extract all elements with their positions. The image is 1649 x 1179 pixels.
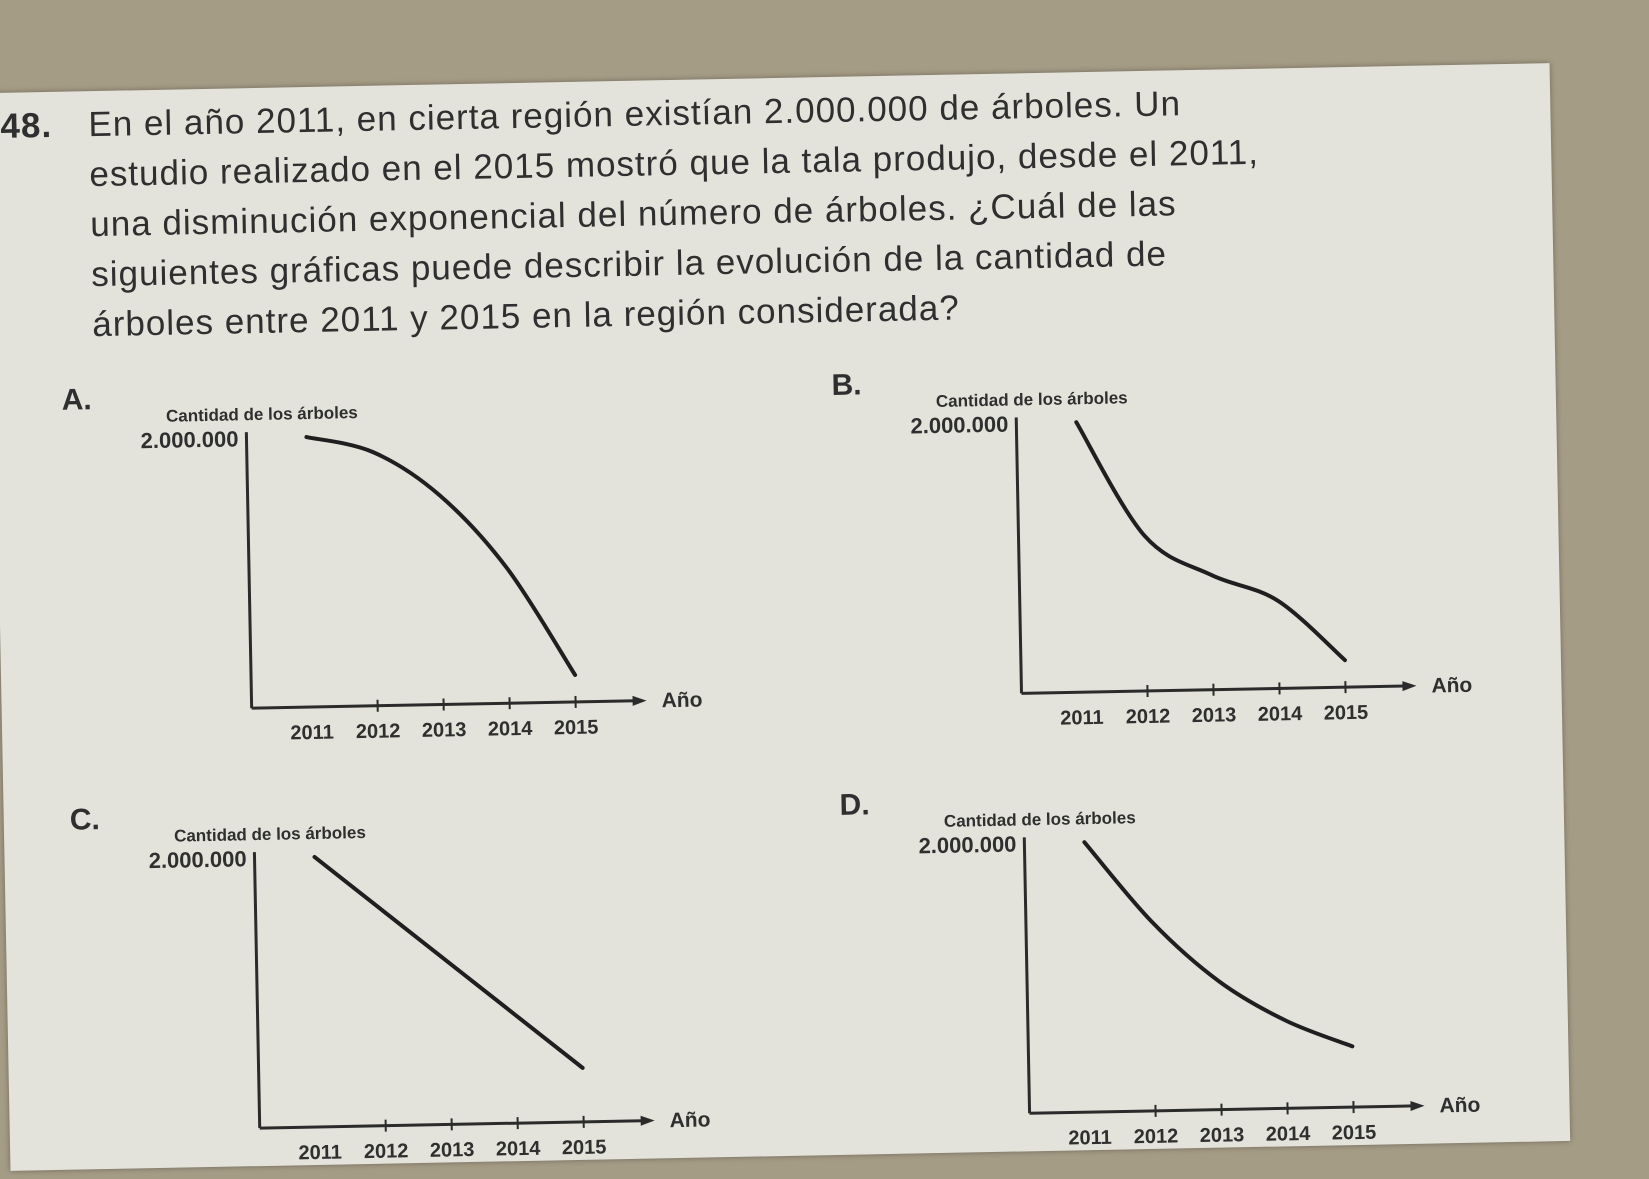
year-label-b-2012: 2012 xyxy=(1125,705,1171,729)
year-label-a-2012: 2012 xyxy=(355,720,401,744)
year-label-d-2013: 2013 xyxy=(1199,1124,1245,1148)
question-line-1: En el año 2011, en cierta región existían 2.000.000 de árboles. Un xyxy=(88,84,1182,145)
year-label-c-2015: 2015 xyxy=(561,1136,607,1160)
y-axis-c xyxy=(254,852,259,1128)
year-label-b-2014: 2014 xyxy=(1257,702,1303,726)
option-letter-b: B. xyxy=(831,368,862,402)
option-d[interactable] xyxy=(823,763,1570,1157)
x-axis-arrow-c xyxy=(641,1116,655,1126)
max-label-c: 2.000.000 xyxy=(148,846,247,874)
year-label-a-2014: 2014 xyxy=(487,717,533,741)
max-label-b: 2.000.000 xyxy=(910,411,1009,439)
y-axis-title-a: Cantidad de los árboles xyxy=(165,403,358,426)
x-axis-arrow-b xyxy=(1402,681,1416,691)
year-label-d-2015: 2015 xyxy=(1331,1121,1377,1145)
graph-d xyxy=(823,763,1570,1157)
option-letter-c: C. xyxy=(69,803,101,837)
x-axis-label-d: Año xyxy=(1439,1093,1481,1118)
question-number: 48. xyxy=(0,105,53,146)
option-b[interactable] xyxy=(815,343,1562,737)
x-axis-label-b: Año xyxy=(1431,673,1473,698)
y-axis-a xyxy=(246,432,251,708)
year-label-d-2012: 2012 xyxy=(1133,1125,1179,1149)
year-label-b-2013: 2013 xyxy=(1191,704,1237,728)
x-axis-label-c: Año xyxy=(669,1108,711,1133)
year-label-a-2015: 2015 xyxy=(553,716,599,740)
max-label-a: 2.000.000 xyxy=(140,426,239,454)
y-axis-d xyxy=(1024,837,1029,1113)
question-line-4: siguientes gráficas puede describir la evolución de la cantidad de xyxy=(90,234,1168,295)
exam-sheet xyxy=(0,63,1570,1171)
x-axis-arrow-d xyxy=(1410,1101,1424,1111)
question-line-5: árboles entre 2011 y 2015 en la región considerada? xyxy=(91,288,961,345)
year-label-c-2014: 2014 xyxy=(495,1137,541,1161)
y-axis-b xyxy=(1016,417,1021,693)
y-axis-title-c: Cantidad de los árboles xyxy=(173,822,367,846)
x-axis-label-a: Año xyxy=(661,688,703,713)
option-c[interactable] xyxy=(53,778,800,1171)
option-letter-a: A. xyxy=(61,383,93,417)
question-line-2: estudio realizado en el 2015 mostró que la tala produjo, desde el 2011, xyxy=(89,132,1260,195)
option-a[interactable] xyxy=(45,358,792,752)
question-line-3: una disminución exponencial del número de árboles. ¿Cuál de las xyxy=(89,184,1177,245)
year-label-d-2014: 2014 xyxy=(1265,1122,1311,1146)
year-label-d-2011: 2011 xyxy=(1068,1126,1112,1150)
year-label-b-2015: 2015 xyxy=(1323,701,1369,725)
x-axis-arrow-a xyxy=(632,696,646,706)
curve-a xyxy=(306,432,575,680)
max-label-d: 2.000.000 xyxy=(918,831,1017,859)
curve-b xyxy=(1076,417,1345,665)
curve-c xyxy=(315,852,583,1073)
year-label-b-2011: 2011 xyxy=(1060,706,1104,730)
y-axis-title-d: Cantidad de los árboles xyxy=(943,808,1136,831)
year-label-c-2011: 2011 xyxy=(298,1141,343,1165)
graph-a xyxy=(45,358,792,752)
year-label-c-2013: 2013 xyxy=(429,1138,475,1162)
y-axis-title-b: Cantidad de los árboles xyxy=(935,388,1128,411)
year-label-a-2011: 2011 xyxy=(290,721,335,745)
graph-c xyxy=(53,778,800,1171)
year-label-c-2012: 2012 xyxy=(363,1140,409,1164)
question-block xyxy=(0,78,1520,345)
year-label-a-2013: 2013 xyxy=(421,719,467,742)
graph-b xyxy=(815,343,1562,737)
option-letter-d: D. xyxy=(839,788,870,822)
curve-d xyxy=(1084,837,1352,1051)
